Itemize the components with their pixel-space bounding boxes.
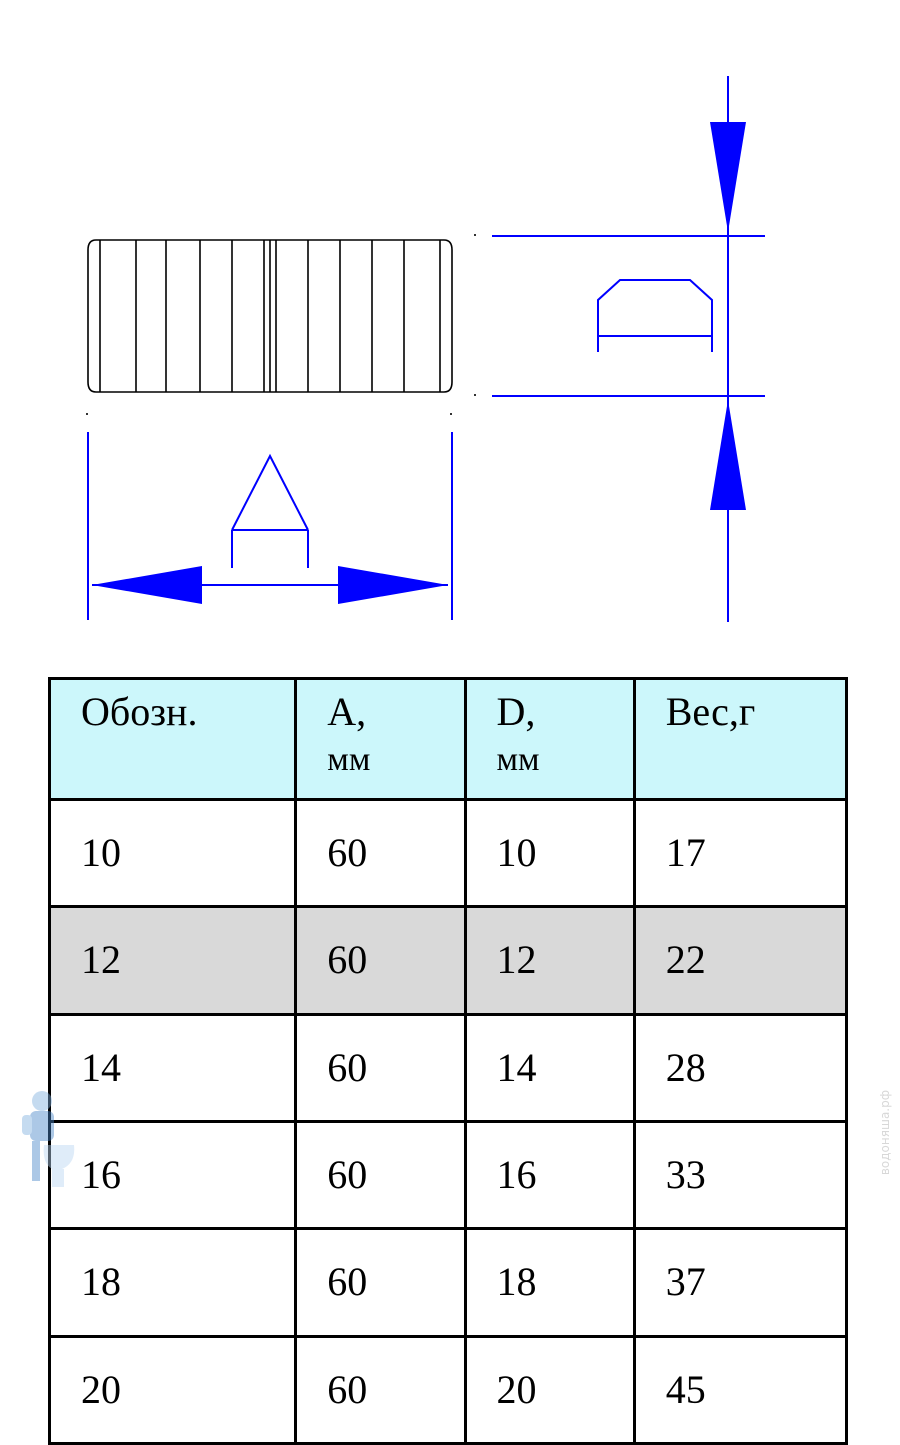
cell-a: 60 [296, 1014, 465, 1121]
dimension-a-arrow-left [92, 566, 202, 604]
coupling-ribs [100, 240, 440, 392]
cell-designation: 14 [50, 1014, 296, 1121]
cell-d: 10 [465, 800, 634, 907]
watermark: водоняша.рф [878, 1090, 892, 1176]
drawing-dots [86, 234, 476, 415]
dimension-a-label [232, 456, 308, 568]
cell-designation: 10 [50, 800, 296, 907]
cell-d: 12 [465, 907, 634, 1014]
cell-d: 18 [465, 1229, 634, 1336]
table-row [50, 907, 847, 1014]
cell-a: 60 [296, 1336, 465, 1443]
cell-a: 60 [296, 907, 465, 1014]
cell-designation: 20 [50, 1336, 296, 1443]
table-row [50, 1014, 847, 1121]
dimension-a [88, 432, 452, 620]
dimension-a-arrow-right [338, 566, 448, 604]
cell-designation: 12 [50, 907, 296, 1014]
cell-weight: 37 [634, 1229, 846, 1336]
cell-d: 20 [465, 1336, 634, 1443]
dimension-d [492, 76, 765, 622]
cell-weight: 33 [634, 1121, 846, 1228]
cell-a: 60 [296, 800, 465, 907]
technical-drawing [0, 0, 900, 660]
header-designation: Обозн. [50, 679, 296, 800]
cell-a: 60 [296, 1121, 465, 1228]
table-row [50, 800, 847, 907]
dimension-d-arrow-bottom [710, 400, 746, 510]
cell-designation: 18 [50, 1229, 296, 1336]
table-row [50, 1121, 847, 1228]
plumber-mascot-icon [12, 1085, 82, 1193]
spec-table [48, 677, 848, 1445]
cell-a: 60 [296, 1229, 465, 1336]
header-a: A, мм [296, 679, 465, 800]
table-row [50, 1229, 847, 1336]
cell-d: 14 [465, 1014, 634, 1121]
cell-designation: 16 [50, 1121, 296, 1228]
table-header-row [50, 679, 847, 800]
cell-weight: 22 [634, 907, 846, 1014]
cell-weight: 28 [634, 1014, 846, 1121]
coupling-part [88, 240, 452, 392]
cell-weight: 45 [634, 1336, 846, 1443]
table-row [50, 1336, 847, 1443]
header-weight: Вес,г [634, 679, 846, 800]
header-d: D, мм [465, 679, 634, 800]
dimension-d-arrow-top [710, 122, 746, 232]
cell-d: 16 [465, 1121, 634, 1228]
dimension-d-label [598, 280, 712, 352]
cell-weight: 17 [634, 800, 846, 907]
